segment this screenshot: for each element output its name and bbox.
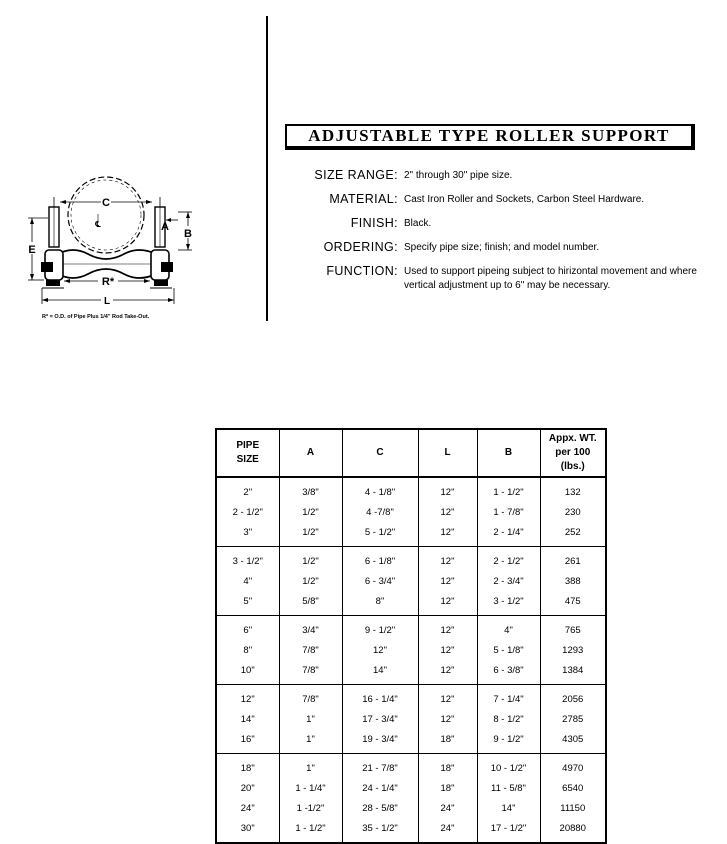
label-c: C <box>102 197 110 209</box>
table-cell: 16" <box>216 729 279 754</box>
table-cell: 8 - 1/2" <box>477 709 540 729</box>
table-row <box>216 547 606 572</box>
table-cell: 24" <box>216 798 279 818</box>
table-cell: 3/8" <box>279 477 342 502</box>
table-cell: 7 - 1/4" <box>477 685 540 710</box>
table-cell: 1 - 7/8" <box>477 502 540 522</box>
header-weight: Appx. WT. per 100 (lbs.) <box>540 429 606 477</box>
table-cell: 18" <box>418 754 477 779</box>
table-cell: 24" <box>418 798 477 818</box>
header-b: B <box>477 429 540 477</box>
table-cell: 1" <box>279 709 342 729</box>
table-cell: 4 -7/8" <box>342 502 418 522</box>
table-cell: 1 - 1/2" <box>477 477 540 502</box>
table-row <box>216 685 606 710</box>
table-row <box>216 571 606 591</box>
table-cell: 12" <box>418 616 477 641</box>
label-e: E <box>28 244 36 256</box>
table-cell: 6 - 3/8" <box>477 660 540 685</box>
table-cell: 30" <box>216 818 279 843</box>
table-cell: 19 - 3/4" <box>342 729 418 754</box>
table-cell: 12" <box>418 709 477 729</box>
table-cell: 9 - 1/2" <box>342 616 418 641</box>
table-row <box>216 709 606 729</box>
table-cell: 4 - 1/8" <box>342 477 418 502</box>
table-cell: 24 - 1/4" <box>342 778 418 798</box>
table-cell: 12" <box>418 640 477 660</box>
table-cell: 11150 <box>540 798 606 818</box>
table-cell: 2 - 3/4" <box>477 571 540 591</box>
spec-label: SIZE RANGE: <box>314 168 398 182</box>
table-cell: 17 - 3/4" <box>342 709 418 729</box>
table-cell: 18" <box>418 778 477 798</box>
label-centerline: ℄ <box>95 220 101 229</box>
table-cell: 3/4" <box>279 616 342 641</box>
label-b: B <box>184 228 192 240</box>
table-cell: 6 - 3/4" <box>342 571 418 591</box>
table-cell: 10" <box>216 660 279 685</box>
table-cell: 1 -1/2" <box>279 798 342 818</box>
header-pipe-size: PIPE SIZE <box>216 429 279 477</box>
roller-support-drawing <box>18 150 218 330</box>
table-cell: 9 - 1/2" <box>477 729 540 754</box>
table-cell: 7/8" <box>279 685 342 710</box>
table-row <box>216 502 606 522</box>
spec-value: Black. <box>404 218 432 229</box>
table-cell: 1 - 1/4" <box>279 778 342 798</box>
table-row <box>216 798 606 818</box>
label-a: A <box>161 221 169 233</box>
table-cell: 1/2" <box>279 502 342 522</box>
table-header-row <box>216 429 606 477</box>
spec-label: MATERIAL: <box>329 192 398 206</box>
table-row <box>216 616 606 641</box>
table-cell: 12" <box>418 502 477 522</box>
table-cell: 4305 <box>540 729 606 754</box>
table-cell: 475 <box>540 591 606 616</box>
dimensions-table <box>215 428 607 844</box>
spec-label: ORDERING: <box>323 240 398 254</box>
header-a: A <box>279 429 342 477</box>
pipe-inner-outline <box>71 180 141 250</box>
table-cell: 8" <box>342 591 418 616</box>
table-row <box>216 477 606 502</box>
table-cell: 1293 <box>540 640 606 660</box>
table-cell: 4970 <box>540 754 606 779</box>
spec-value: Specify pipe size; finish; and model number. <box>404 242 600 253</box>
table-cell: 1/2" <box>279 547 342 572</box>
table-cell: 14" <box>477 798 540 818</box>
left-nut <box>41 262 53 272</box>
table-cell: 5/8" <box>279 591 342 616</box>
table-cell: 12" <box>418 477 477 502</box>
header-l: L <box>418 429 477 477</box>
table-cell: 2 - 1/4" <box>477 522 540 547</box>
table-cell: 132 <box>540 477 606 502</box>
table-cell: 12" <box>418 660 477 685</box>
pipe-outline <box>68 177 144 253</box>
table-cell: 12" <box>418 571 477 591</box>
diagram-caption: R* = O.D. of Pipe Plus 1/4" Rod Take-Out. <box>42 314 150 320</box>
table-cell: 6540 <box>540 778 606 798</box>
table-cell: 7/8" <box>279 660 342 685</box>
table-cell: 8" <box>216 640 279 660</box>
table-cell: 1" <box>279 729 342 754</box>
table-cell: 2 - 1/2" <box>477 547 540 572</box>
table-cell: 20880 <box>540 818 606 843</box>
spec-label: FINISH: <box>350 216 398 230</box>
table-cell: 12" <box>418 547 477 572</box>
table-cell: 17 - 1/2" <box>477 818 540 843</box>
table-cell: 5" <box>216 591 279 616</box>
table-cell: 3" <box>216 522 279 547</box>
table-cell: 3 - 1/2" <box>477 591 540 616</box>
table-cell: 1/2" <box>279 571 342 591</box>
table-cell: 6 - 1/8" <box>342 547 418 572</box>
table-cell: 2785 <box>540 709 606 729</box>
table-cell: 11 - 5/8" <box>477 778 540 798</box>
table-row <box>216 754 606 779</box>
table-cell: 12" <box>418 685 477 710</box>
table-row <box>216 729 606 754</box>
table-cell: 14" <box>216 709 279 729</box>
page-title: ADJUSTABLE TYPE ROLLER SUPPORT <box>308 126 670 145</box>
spec-label: FUNCTION: <box>326 264 398 278</box>
table-cell: 2 - 1/2" <box>216 502 279 522</box>
table-cell: 261 <box>540 547 606 572</box>
roller-support-diagram <box>18 150 218 330</box>
table-cell: 1" <box>279 754 342 779</box>
table-cell: 5 - 1/8" <box>477 640 540 660</box>
table-cell: 35 - 1/2" <box>342 818 418 843</box>
spec-value: Cast Iron Roller and Sockets, Carbon Steel Hardware. <box>404 194 645 205</box>
table-cell: 230 <box>540 502 606 522</box>
table-cell: 24" <box>418 818 477 843</box>
table-cell: 12" <box>418 591 477 616</box>
header-c: C <box>342 429 418 477</box>
table-row <box>216 522 606 547</box>
spec-value: Used to support pipeing subject to hirizontal movement and where vertical adjustment up to 6" may be necessary. <box>404 266 697 291</box>
table-cell: 14" <box>342 660 418 685</box>
table-cell: 1/2" <box>279 522 342 547</box>
table-cell: 12" <box>216 685 279 710</box>
title-box <box>285 124 695 150</box>
table-cell: 388 <box>540 571 606 591</box>
label-r: R* <box>101 276 115 288</box>
table-cell: 6" <box>216 616 279 641</box>
table-cell: 765 <box>540 616 606 641</box>
vertical-divider <box>266 16 268 321</box>
table-cell: 4" <box>216 571 279 591</box>
label-l: L <box>103 296 111 307</box>
table-cell: 1 - 1/2" <box>279 818 342 843</box>
table-row <box>216 660 606 685</box>
table-cell: 21 - 7/8" <box>342 754 418 779</box>
table-cell: 12" <box>342 640 418 660</box>
table-cell: 16 - 1/4" <box>342 685 418 710</box>
table-row <box>216 818 606 843</box>
table-cell: 12" <box>418 522 477 547</box>
table-cell: 2" <box>216 477 279 502</box>
table-cell: 20" <box>216 778 279 798</box>
table-cell: 10 - 1/2" <box>477 754 540 779</box>
table-row <box>216 640 606 660</box>
table-cell: 4" <box>477 616 540 641</box>
table-row <box>216 591 606 616</box>
table-cell: 7/8" <box>279 640 342 660</box>
table-cell: 5 - 1/2" <box>342 522 418 547</box>
table-row <box>216 778 606 798</box>
right-nut <box>161 262 173 272</box>
spec-value: 2" through 30" pipe size. <box>404 170 513 181</box>
table-cell: 18" <box>418 729 477 754</box>
table-cell: 28 - 5/8" <box>342 798 418 818</box>
table-body <box>216 477 606 843</box>
table-cell: 2056 <box>540 685 606 710</box>
table-cell: 3 - 1/2" <box>216 547 279 572</box>
table-cell: 18" <box>216 754 279 779</box>
table-cell: 1384 <box>540 660 606 685</box>
table-cell: 252 <box>540 522 606 547</box>
